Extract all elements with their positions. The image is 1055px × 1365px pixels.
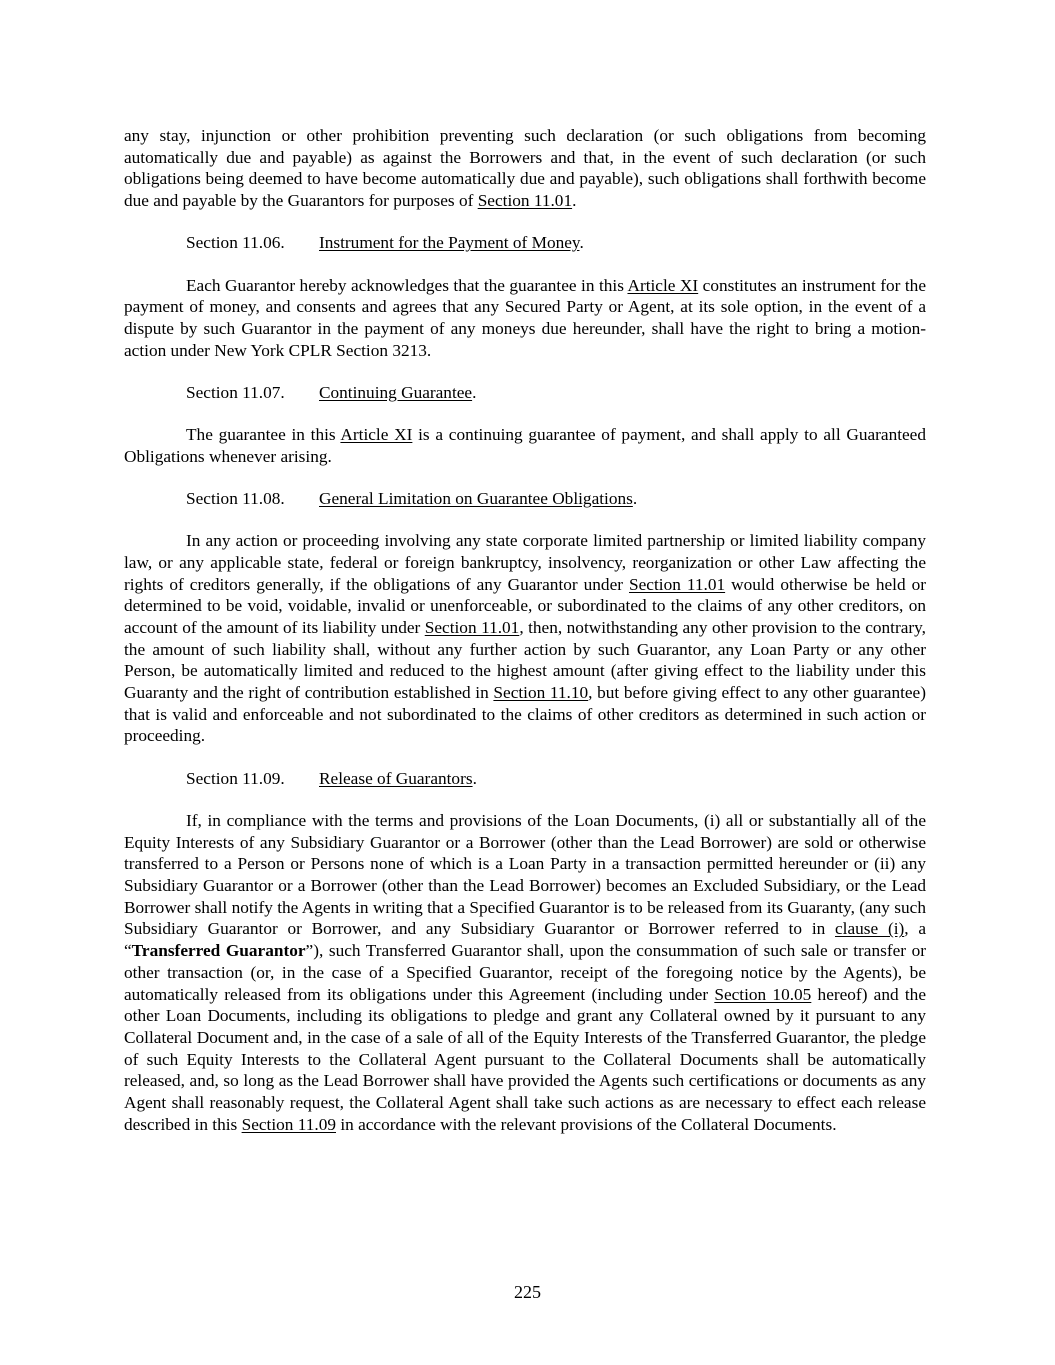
cross-reference-link[interactable]: Section 11.09 bbox=[241, 1114, 336, 1134]
cross-reference-link[interactable]: clause (i) bbox=[835, 919, 905, 939]
document-page bbox=[124, 125, 926, 1135]
paragraph-11-09: If, in compliance with the terms and provisions of the Loan Documents, (i) all or substantially all of the Equity Interests of any Subsidiary Guarantor or a Borrower (other than the Lead Borrower) are sold or otherwise transferred to a Person or Persons none of which is a Loan Party in a transaction permitted hereunder or (ii) any Subsidiary Guarantor or a Borrower (other than the Lead Borrower) becomes an Excluded Subsidiary, or the Lead Borrower shall notify the Agents in writing that a Specified Guarantor is to be released from its Guaranty, (any such Subsidiary Guarantor or Borrower, and any Subsidiary Guarantor or Borrower referred to in clause (i), a “Transferred Guarantor”), such Transferred Guarantor shall, upon the consummation of such sale or transfer or other transaction (or, in the case of a Specified Guarantor, receipt of the foregoing notice by the Agents), be automatically released from its obligations under this Agreement (including under Section 10.05 hereof) and the other Loan Documents, including its obligations to pledge and grant any Collateral owned by it pursuant to any Collateral Document and, in the case of a sale of all of the Equity Interests of the Transferred Guarantor, the pledge of such Equity Interests to the Collateral Agent pursuant to the Collateral Documents shall be automatically released, and, so long as the Lead Borrower shall have provided the Agents such certifications or documents as any Agent shall reasonably request, the Collateral Agent shall take such actions as are necessary to effect each release described in this Section 11.09 in accordance with the relevant provisions of the Collateral Documents. bbox=[124, 810, 927, 1134]
section-title: Continuing Guarantee bbox=[319, 382, 473, 402]
section-title: Instrument for the Payment of Money bbox=[319, 233, 580, 253]
paragraph-continuation: any stay, injunction or other prohibition preventing such declaration (or such obligations from becoming automatically due and payable) as against the Borrowers and that, in the event of such declaration (or such obligations being deemed to have become automatically due and payable), such obligations shall forthwith become due and payable by the Guarantors for purposes of Section 11.01. bbox=[124, 126, 926, 211]
cross-reference-link[interactable]: Section 11.10 bbox=[493, 683, 589, 703]
section-heading-11-07: Section 11.07. Continuing Guarantee. bbox=[186, 382, 477, 402]
section-number: Section 11.09. bbox=[186, 768, 285, 788]
paragraph-11-08: In any action or proceeding involving any state corporate limited partnership or limited liability company law, or any applicable state, federal or foreign bankruptcy, insolvency, reorganization or other Law affecting the rights of creditors generally, if the obligations of any Guarantor under Section 11.01 would otherwise be held or determined to be void, voidable, invalid or unenforceable, or subordinated to the claims of any other creditors, on account of the amount of its liability under Section 11.01, then, notwithstanding any other provision to the contrary, the amount of such liability shall, without any further action by such Guarantor, any Loan Party or any other Person, be automatically limited and reduced to the highest amount (after giving effect to the liability under this Guaranty and the right of contribution established in Section 11.10, but before giving effect to any other guarantee) that is valid and enforceable and not subordinated to the claims of other creditors as determined in such action or proceeding. bbox=[124, 531, 926, 746]
cross-reference-link[interactable]: Section 11.01 bbox=[477, 191, 573, 211]
cross-reference-link[interactable]: Section 11.01 bbox=[424, 617, 520, 637]
section-heading-11-09: Section 11.09. Release of Guarantors. bbox=[186, 768, 477, 788]
page-number: 225 bbox=[514, 1282, 541, 1302]
cross-reference-link[interactable]: Article XI bbox=[627, 275, 699, 295]
paragraph-11-07: The guarantee in this Article XI is a continuing guarantee of payment, and shall apply to all Guaranteed Obligations whenever arising. bbox=[124, 425, 926, 466]
cross-reference-link[interactable]: Article XI bbox=[340, 425, 413, 445]
section-heading-11-08: Section 11.08. General Limitation on Guarantee Obligations. bbox=[186, 488, 638, 508]
cross-reference-link[interactable]: Section 11.01 bbox=[629, 574, 726, 594]
section-number: Section 11.08. bbox=[186, 488, 285, 508]
section-number: Section 11.07. bbox=[186, 382, 285, 402]
cross-reference-link[interactable]: Section 10.05 bbox=[714, 984, 812, 1004]
section-title: General Limitation on Guarantee Obligations bbox=[319, 488, 633, 508]
section-number: Section 11.06. bbox=[186, 233, 285, 253]
section-heading-11-06: Section 11.06. Instrument for the Payment of Money. bbox=[186, 233, 584, 253]
defined-term: Transferred Guarantor bbox=[131, 941, 306, 961]
paragraph-11-06: Each Guarantor hereby acknowledges that the guarantee in this Article XI constitutes an instrument for the payment of money, and consents and agrees that any Secured Party or Agent, at its sole option, in the event of a dispute by such Guarantor in the payment of any moneys due hereunder, shall have the right to bring a motion-action under New York CPLR Section 3213. bbox=[124, 275, 926, 360]
section-title: Release of Guarantors bbox=[319, 768, 473, 788]
